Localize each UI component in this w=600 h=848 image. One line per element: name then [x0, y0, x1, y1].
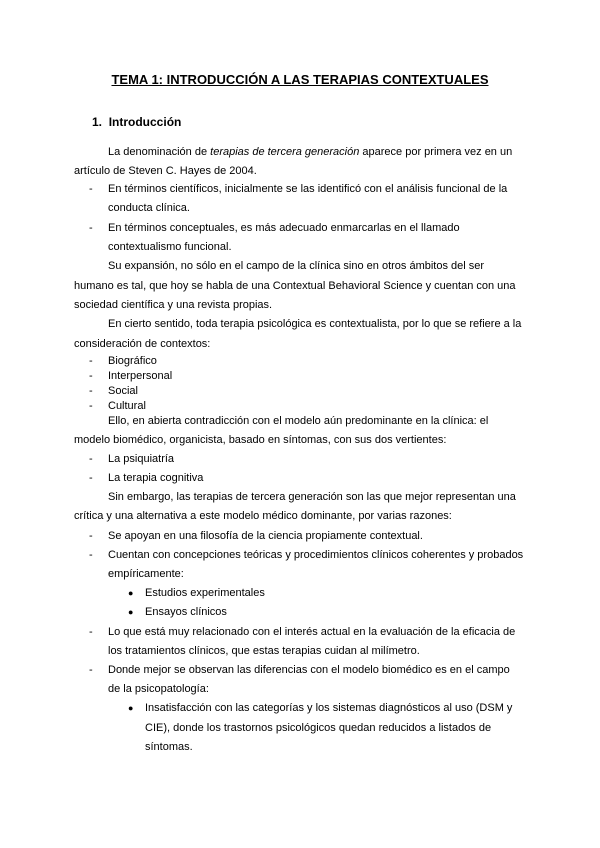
list-item: empíricamente:: [108, 568, 184, 580]
list-item: los tratamientos clínicos, que estas terapias cuidan al milímetro.: [108, 645, 420, 657]
bullet-marker: ●: [128, 588, 134, 598]
list-item: contextualismo funcional.: [108, 241, 232, 253]
list-item: La psiquiatría: [108, 453, 175, 465]
list-item: de la psicopatología:: [108, 683, 209, 695]
list-item: En términos conceptuales, es más adecuado enmarcarlas en el llamado: [108, 222, 460, 234]
list-item: En términos científicos, inicialmente se las identificó con el análisis funcional de la: [108, 183, 508, 195]
paragraph-line: artículo de Steven C. Hayes de 2004.: [74, 165, 257, 177]
dash-marker: -: [89, 626, 93, 638]
dash-marker: -: [89, 472, 93, 484]
list-item: Cultural: [108, 400, 146, 412]
paragraph-line: modelo biomédico, organicista, basado en síntomas, con sus dos vertientes:: [74, 434, 447, 446]
list-item: La terapia cognitiva: [108, 472, 204, 484]
text-span: La denominación de: [108, 146, 211, 158]
paragraph-line: crítica y una alternativa a este modelo médico dominante, por varias razones:: [74, 510, 452, 522]
sub-list-item: Insatisfacción con las categorías y los sistemas diagnósticos al uso (DSM y: [145, 702, 513, 714]
paragraph-line: Ello, en abierta contradicción con el modelo aún predominante en la clínica: el: [108, 415, 489, 427]
paragraph-line: consideración de contextos:: [74, 338, 211, 350]
list-item: Social: [108, 385, 138, 397]
list-item: Biográfico: [108, 355, 157, 367]
paragraph-line: Su expansión, no sólo en el campo de la clínica sino en otros ámbitos del ser: [108, 260, 485, 272]
dash-marker: -: [89, 385, 93, 397]
list-item: Interpersonal: [108, 370, 173, 382]
dash-marker: -: [89, 664, 93, 676]
bullet-marker: ●: [128, 703, 134, 713]
sub-list-item: Ensayos clínicos: [145, 606, 227, 618]
dash-marker: -: [89, 453, 93, 465]
dash-marker: -: [89, 549, 93, 561]
list-item: Donde mejor se observan las diferencias con el modelo biomédico es en el campo: [108, 664, 510, 676]
dash-marker: -: [89, 370, 93, 382]
dash-marker: -: [89, 183, 93, 195]
bullet-marker: ●: [128, 607, 134, 617]
sub-list-item: síntomas.: [145, 741, 193, 753]
dash-marker: -: [89, 355, 93, 367]
list-item: Se apoyan en una filosofía de la ciencia propiamente contextual.: [108, 530, 423, 542]
sub-list-item: CIE), donde los trastornos psicológicos quedan reducidos a listados de: [145, 722, 492, 734]
paragraph-line: [108, 145, 512, 159]
paragraph-line: En cierto sentido, toda terapia psicológica es contextualista, por lo que se refiere a la: [108, 318, 522, 330]
list-item: conducta clínica.: [108, 202, 190, 214]
dash-marker: -: [89, 222, 93, 234]
italic-term: terapias de tercera generación: [210, 146, 360, 158]
text-span: aparece por primera vez en un: [359, 146, 513, 158]
paragraph-line: Sin embargo, las terapias de tercera generación son las que mejor representan una: [108, 491, 516, 503]
document-title: TEMA 1: INTRODUCCIÓN A LAS TERAPIAS CONTEXTUALES: [111, 72, 489, 87]
sub-list-item: Estudios experimentales: [145, 587, 265, 599]
paragraph-line: sociedad científica y una revista propias.: [74, 299, 273, 311]
section-title: Introducción: [108, 115, 182, 129]
section-number: 1.: [92, 115, 103, 129]
paragraph-line: humano es tal, que hoy se habla de una Contextual Behavioral Science y cuentan con una: [74, 280, 516, 292]
list-item: Cuentan con concepciones teóricas y procedimientos clínicos coherentes y probados: [108, 549, 524, 561]
section-heading: [92, 115, 181, 130]
list-item: Lo que está muy relacionado con el interés actual en la evaluación de la eficacia de: [108, 626, 516, 638]
dash-marker: -: [89, 530, 93, 542]
dash-marker: -: [89, 400, 93, 412]
